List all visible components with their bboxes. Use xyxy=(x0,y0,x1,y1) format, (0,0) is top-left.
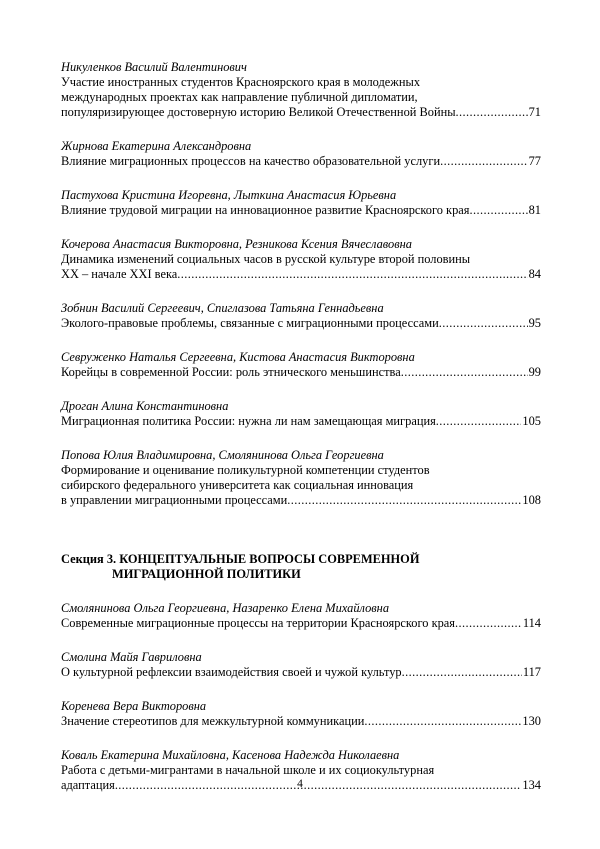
dot-leader xyxy=(364,714,521,729)
toc-entry-page-number: 134 xyxy=(522,778,541,792)
toc-entry-title-line: Значение стереотипов для межкультурной коммуникации xyxy=(61,714,365,728)
toc-entry[interactable] xyxy=(61,399,541,429)
toc-entry[interactable] xyxy=(61,301,541,331)
toc-entry[interactable] xyxy=(61,188,541,218)
toc-entry-title-line: Формирование и оценивание поликультурной компетенции студентов xyxy=(61,463,430,477)
dot-leader xyxy=(456,105,528,120)
toc-entry-last-line xyxy=(61,493,541,508)
toc-entry[interactable] xyxy=(61,237,541,282)
page-number: 4 xyxy=(297,778,303,790)
toc-entry-page-number: 81 xyxy=(528,203,541,217)
toc-entry-author: Смолина Майя Гавриловна xyxy=(61,650,202,664)
toc-entry-title-line: Влияние трудовой миграции на инновационное развитие Красноярского края xyxy=(61,203,470,217)
toc-entry-author: Севруженко Наталья Сергеевна, Кистова Анастасия Викторовна xyxy=(61,350,415,364)
toc-entry-page-number: 99 xyxy=(528,365,541,379)
dot-leader xyxy=(287,493,521,508)
toc-entry-author: Кочерова Анастасия Викторовна, Резникова Ксения Вячеславовна xyxy=(61,237,412,251)
toc-entry-title-line: сибирского федерального университета как социальная инновация xyxy=(61,478,414,492)
section-heading-line-1: Секция 3. КОНЦЕПТУАЛЬНЫЕ ВОПРОСЫ СОВРЕМЕННОЙ xyxy=(61,552,420,566)
toc-entry-title-line: популяризирующее достоверную историю Великой Отечественной Войны xyxy=(61,105,456,119)
table-of-contents xyxy=(61,60,541,812)
dot-leader xyxy=(402,665,522,680)
toc-entry-author: Смолянинова Ольга Георгиевна, Назаренко Елена Михайловна xyxy=(61,601,390,615)
dot-leader xyxy=(401,365,528,380)
section-heading-line-2: МИГРАЦИОННОЙ ПОЛИТИКИ xyxy=(112,567,301,581)
toc-entry-title-line: Работа с детьми-мигрантами в начальной школе и их социокультурная xyxy=(61,763,435,777)
toc-entry-author: Зобнин Василий Сергеевич, Спиглазова Татьяна Геннадьевна xyxy=(61,301,384,315)
toc-entry-title-line: Эколого-правовые проблемы, связанные с миграционными процессами xyxy=(61,316,439,330)
toc-entry-title-line: Участие иностранных студентов Красноярского края в молодежных xyxy=(61,75,421,89)
toc-entry-title-line: Современные миграционные процессы на территории Красноярского края xyxy=(61,616,455,630)
toc-entry-page-number: 117 xyxy=(522,665,541,679)
toc-entry-title-line: Корейцы в современной России: роль этнического меньшинства xyxy=(61,365,401,379)
toc-entry-page-number: 95 xyxy=(528,316,541,330)
toc-entry-last-line xyxy=(61,316,541,331)
dot-leader xyxy=(436,414,522,429)
toc-entry-title-line: Динамика изменений социальных часов в русской культуре второй половины xyxy=(61,252,471,266)
toc-entry-title-line: международных проектах как направление публичной дипломатии, xyxy=(61,90,418,104)
toc-entry[interactable] xyxy=(61,601,541,631)
toc-entry-page-number: 71 xyxy=(528,105,541,119)
toc-entry-title-line: адаптация xyxy=(61,778,115,792)
toc-list-part-2 xyxy=(61,601,541,793)
toc-entry-title-line: О культурной рефлексии взаимодействия своей и чужой культур xyxy=(61,665,402,679)
toc-entry-page-number: 130 xyxy=(522,714,541,728)
toc-entry-author: Попова Юлия Владимировна, Смолянинова Ольга Георгиевна xyxy=(61,448,384,462)
toc-entry-author: Дроган Алина Константиновна xyxy=(61,399,229,413)
toc-entry[interactable] xyxy=(61,139,541,169)
toc-entry-author: Коваль Екатерина Михайловна, Касенова Надежда Николаевна xyxy=(61,748,400,762)
toc-entry-last-line xyxy=(61,414,541,429)
toc-entry-title-line: XX – начале XXI века xyxy=(61,267,178,281)
toc-list-part-1 xyxy=(61,60,541,508)
dot-leader xyxy=(469,203,527,218)
toc-entry-last-line xyxy=(61,665,541,680)
toc-entry-title-line: в управлении миграционными процессами xyxy=(61,493,288,507)
toc-entry-last-line xyxy=(61,267,541,282)
section-heading xyxy=(61,552,541,582)
toc-entry-last-line xyxy=(61,714,541,729)
toc-entry-page-number: 77 xyxy=(528,154,541,168)
toc-entry-author: Пастухова Кристина Игоревна, Лыткина Анастасия Юрьевна xyxy=(61,188,397,202)
toc-entry-last-line xyxy=(61,154,541,169)
toc-entry[interactable] xyxy=(61,650,541,680)
toc-entry-page-number: 84 xyxy=(528,267,541,281)
dot-leader xyxy=(440,154,528,169)
toc-entry[interactable] xyxy=(61,448,541,508)
toc-entry-title-line: Влияние миграционных процессов на качество образовательной услуги xyxy=(61,154,441,168)
toc-entry-last-line xyxy=(61,616,541,631)
toc-entry[interactable] xyxy=(61,60,541,120)
toc-entry-page-number: 108 xyxy=(522,493,541,507)
toc-entry-author: Жирнова Екатерина Александровна xyxy=(61,139,252,153)
toc-entry-page-number: 114 xyxy=(522,616,541,630)
dot-leader xyxy=(439,316,528,331)
dot-leader xyxy=(455,616,522,631)
toc-entry-last-line xyxy=(61,365,541,380)
dot-leader xyxy=(177,267,527,282)
toc-entry-page-number: 105 xyxy=(522,414,541,428)
toc-entry-last-line xyxy=(61,105,541,120)
toc-entry[interactable] xyxy=(61,699,541,729)
toc-entry-last-line xyxy=(61,203,541,218)
toc-entry[interactable] xyxy=(61,350,541,380)
toc-entry-author: Коренева Вера Викторовна xyxy=(61,699,207,713)
toc-entry-title-line: Миграционная политика России: нужна ли нам замещающая миграция xyxy=(61,414,436,428)
toc-entry-author: Никуленков Василий Валентинович xyxy=(61,60,247,74)
